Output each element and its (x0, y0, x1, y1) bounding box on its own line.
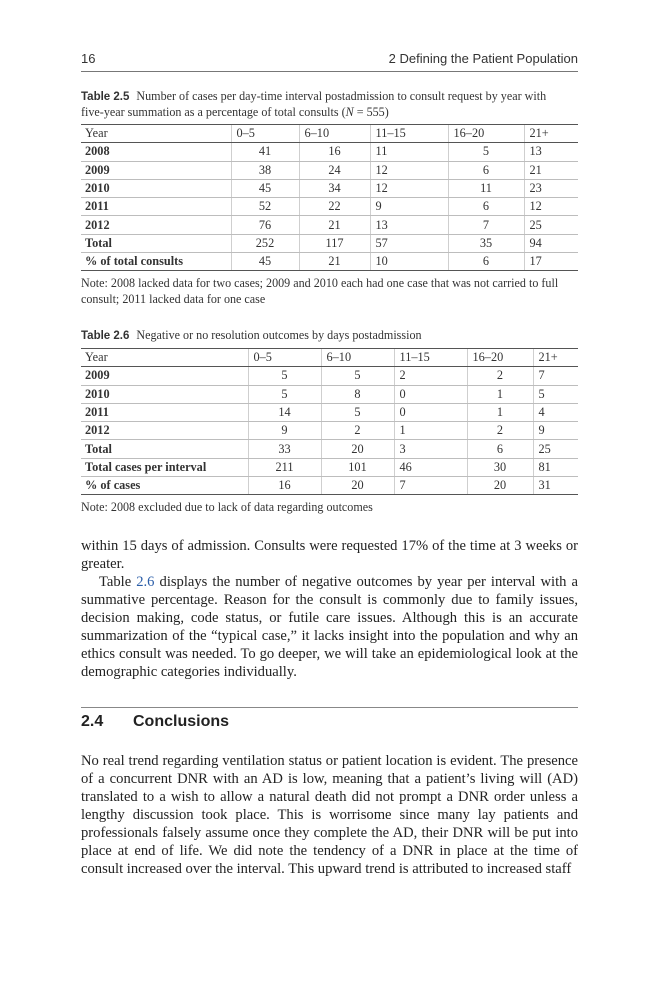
table-cell: 5 (248, 385, 321, 403)
conclusions-paragraph: No real trend regarding ventilation status or patient location is evident. The presence of a concurrent DNR with an AD is low, meaning that a patient’s living will (AD) translated to a wish to allow a natural death did not prompt a DNR order unless a lengthy discussion took place. This is worrisome since many lay patients and professionals falsely assume once they complete the AD, their DNR will be put into place at end of life. We did note the tendency of a DNR in place at the time of consult increased over the interval. This upward trend is attributed to increased staff (81, 753, 578, 877)
table-2-6-note: Note: 2008 excluded due to lack of data regarding outcomes (81, 500, 373, 514)
row-header-cell: 2012 (81, 216, 231, 234)
table-cell: 30 (467, 458, 533, 476)
table-cell: 17 (524, 253, 578, 271)
table-cell: 45 (231, 253, 299, 271)
table-cell: 57 (370, 234, 448, 252)
caption-text-line2: five-year summation as a percentage of total consults ( (81, 105, 346, 119)
table-2-5-caption (81, 89, 578, 120)
table-cell: 7 (448, 216, 524, 234)
table-cell: 45 (231, 179, 299, 197)
table-cell: 12 (370, 179, 448, 197)
table-cell: 25 (524, 216, 578, 234)
row-header-cell: Total (81, 440, 248, 458)
table-row (81, 458, 578, 476)
table-cell: 101 (321, 458, 394, 476)
table-cell: 81 (533, 458, 578, 476)
table-row (81, 234, 578, 252)
chapter-title: 2 Defining the Patient Population (388, 51, 578, 66)
table-header-row (81, 125, 578, 143)
table-cell: 41 (231, 143, 299, 161)
table-cell: 5 (448, 143, 524, 161)
table-cell: 9 (248, 422, 321, 440)
table-cell: 24 (299, 161, 370, 179)
note-line: Note: 2008 lacked data for two cases; 2009 and 2010 each had one case that was not carried to full (81, 276, 559, 290)
table-cell: 5 (248, 367, 321, 385)
table-cell: 22 (299, 198, 370, 216)
row-header-cell: 2011 (81, 198, 231, 216)
column-header: 16–20 (448, 125, 524, 143)
table-cell: 0 (394, 385, 467, 403)
para-text: Table (99, 574, 137, 590)
table-cell: 252 (231, 234, 299, 252)
table-cell: 211 (248, 458, 321, 476)
table-row (81, 367, 578, 385)
table-cell: 21 (524, 161, 578, 179)
row-header-cell: 2009 (81, 161, 231, 179)
row-header-cell: Total cases per interval (81, 458, 248, 476)
column-header: 21+ (533, 349, 578, 367)
table-2-6-label: Table 2.6 (81, 330, 130, 342)
column-header: 11–15 (394, 349, 467, 367)
table-cell: 34 (299, 179, 370, 197)
row-header-cell: 2010 (81, 385, 248, 403)
table-cell: 20 (321, 477, 394, 495)
table-cell: 13 (524, 143, 578, 161)
table-cell: 46 (394, 458, 467, 476)
column-header: 0–5 (231, 125, 299, 143)
row-header-cell: % of cases (81, 477, 248, 495)
table-cell: 5 (533, 385, 578, 403)
section-rule (81, 707, 578, 708)
row-header-cell: 2008 (81, 143, 231, 161)
table-2-5-label: Table 2.5 (81, 91, 130, 103)
table-cell: 11 (370, 143, 448, 161)
table-cell: 35 (448, 234, 524, 252)
column-header: Year (81, 349, 248, 367)
table-cell: 8 (321, 385, 394, 403)
table-cell: 1 (394, 422, 467, 440)
column-header: 21+ (524, 125, 578, 143)
para-text: displays the number of negative outcomes by year per interval with a summative percentage. Reason for the consult is commonly due to family issues, decision making, code status, or futile care issues. Although this is an accurate summarization of the “typical case,” it lacks insight into the population and why an ethics consult was needed. To go deeper, we will take an epidemiological look at the demographic categories individually. (81, 574, 578, 680)
column-header: 6–10 (321, 349, 394, 367)
body-paragraph-2 (81, 573, 578, 681)
table-cell: 5 (321, 367, 394, 385)
row-header-cell: 2011 (81, 403, 248, 421)
table-cell: 0 (394, 403, 467, 421)
table-cell: 52 (231, 198, 299, 216)
table-2-6 (81, 348, 578, 495)
table-cell: 21 (299, 253, 370, 271)
table-row (81, 477, 578, 495)
table-cell: 13 (370, 216, 448, 234)
table-cell: 31 (533, 477, 578, 495)
note-line: consult; 2011 lacked data for one case (81, 291, 266, 306)
table-2-5-note (81, 276, 578, 307)
caption-text: Number of cases per day-time interval postadmission to consult request by year with (136, 89, 547, 103)
table-cell: 4 (533, 403, 578, 421)
table-reference-link[interactable]: 2.6 (136, 574, 155, 590)
row-header-cell: % of total consults (81, 253, 231, 271)
table-cell: 117 (299, 234, 370, 252)
table-cell: 20 (321, 440, 394, 458)
column-header: 11–15 (370, 125, 448, 143)
section-title: Conclusions (133, 713, 230, 730)
caption-text-end: = 555) (353, 105, 389, 119)
section-heading (81, 713, 229, 731)
table-cell: 25 (533, 440, 578, 458)
table-cell: 21 (299, 216, 370, 234)
table-header-row (81, 349, 578, 367)
table-row (81, 198, 578, 216)
table-cell: 6 (467, 440, 533, 458)
table-2-6-caption (81, 328, 578, 344)
caption-text: Negative or no resolution outcomes by days postadmission (136, 328, 422, 342)
table-cell: 2 (394, 367, 467, 385)
table-cell: 9 (533, 422, 578, 440)
table-row (81, 216, 578, 234)
table-cell: 2 (321, 422, 394, 440)
section-number: 2.4 (81, 713, 104, 730)
column-header: 6–10 (299, 125, 370, 143)
table-cell: 9 (370, 198, 448, 216)
body-paragraph-1: within 15 days of admission. Consults were requested 17% of the time at 3 weeks or greater. (81, 538, 578, 572)
table-cell: 12 (524, 198, 578, 216)
column-header: Year (81, 125, 231, 143)
table-cell: 6 (448, 161, 524, 179)
table-cell: 6 (448, 198, 524, 216)
table-cell: 2 (467, 367, 533, 385)
table-row (81, 422, 578, 440)
table-row (81, 403, 578, 421)
table-cell: 16 (248, 477, 321, 495)
table-cell: 33 (248, 440, 321, 458)
table-cell: 1 (467, 403, 533, 421)
table-cell: 10 (370, 253, 448, 271)
row-header-cell: 2009 (81, 367, 248, 385)
column-header: 16–20 (467, 349, 533, 367)
table-cell: 14 (248, 403, 321, 421)
table-cell: 20 (467, 477, 533, 495)
table-row (81, 179, 578, 197)
table-cell: 76 (231, 216, 299, 234)
page-number: 16 (81, 51, 96, 66)
caption-n: N (345, 105, 354, 119)
table-cell: 7 (394, 477, 467, 495)
table-cell: 5 (321, 403, 394, 421)
table-cell: 12 (370, 161, 448, 179)
table-cell: 7 (533, 367, 578, 385)
table-cell: 11 (448, 179, 524, 197)
table-cell: 23 (524, 179, 578, 197)
column-header: 0–5 (248, 349, 321, 367)
row-header-cell: 2010 (81, 179, 231, 197)
table-row (81, 440, 578, 458)
table-row (81, 253, 578, 271)
table-cell: 3 (394, 440, 467, 458)
table-cell: 94 (524, 234, 578, 252)
row-header-cell: Total (81, 234, 231, 252)
header-rule (81, 71, 578, 72)
table-cell: 38 (231, 161, 299, 179)
table-row (81, 161, 578, 179)
table-cell: 6 (448, 253, 524, 271)
table-row (81, 143, 578, 161)
row-header-cell: 2012 (81, 422, 248, 440)
table-cell: 16 (299, 143, 370, 161)
table-row (81, 385, 578, 403)
table-cell: 1 (467, 385, 533, 403)
table-2-5 (81, 124, 578, 271)
table-cell: 2 (467, 422, 533, 440)
